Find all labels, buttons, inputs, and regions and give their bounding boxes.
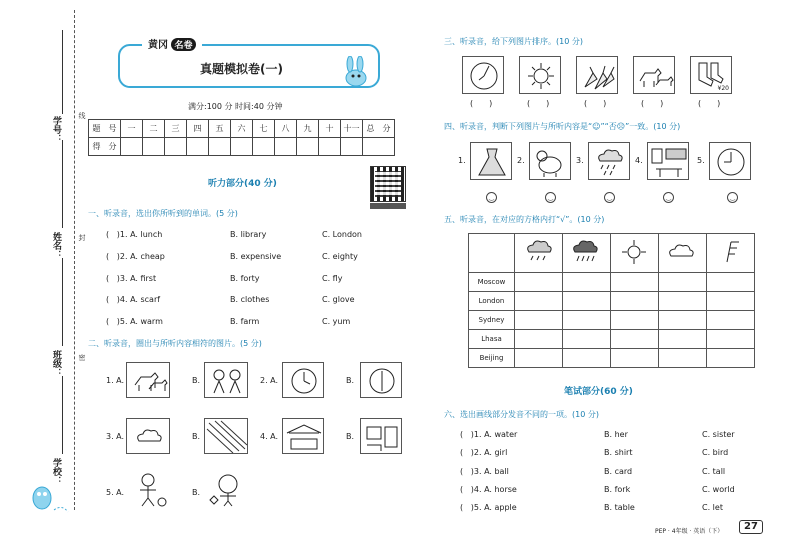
tick-cell[interactable] (563, 311, 611, 330)
q4-num: 5. (697, 156, 705, 165)
q4-num: 3. (576, 156, 584, 165)
weather-header-cell (563, 234, 611, 273)
tick-cell[interactable] (515, 349, 563, 368)
weather-row (469, 349, 755, 368)
q2-5b-boy-kite-picture[interactable] (204, 472, 248, 508)
q6-item-5-c[interactable]: C. let (702, 503, 723, 512)
q1-item-5: ( )5. A. warm (106, 317, 163, 326)
q6-item-3-b[interactable]: B. card (604, 467, 633, 476)
tick-cell[interactable] (611, 273, 659, 292)
q2-label: 2. A. (260, 376, 279, 385)
q6-item-3-c[interactable]: C. tall (702, 467, 726, 476)
name-label: 姓名： (51, 232, 61, 259)
q1-item-2-c[interactable]: C. eighty (322, 252, 358, 261)
q2-4b-classroom-picture[interactable] (360, 418, 402, 454)
score-cell: 总 分 (363, 120, 395, 138)
q6-item-2: ( )2. A. girl (460, 448, 508, 457)
q6-item-4-c[interactable]: C. world (702, 485, 735, 494)
score-cell: 一 (121, 120, 143, 138)
q3-title: 三、听录音，给下列图片排序。(10 分) (444, 37, 583, 46)
q2-label: B. (192, 432, 201, 441)
score-input-cell[interactable] (341, 138, 363, 156)
rabbit-mascot-icon (338, 56, 374, 88)
weather-header-cell (611, 234, 659, 273)
score-table-header-row (89, 120, 395, 138)
q2-label: B. (192, 376, 201, 385)
city-label: Moscow (469, 273, 515, 292)
score-input-cell[interactable] (231, 138, 253, 156)
q6-item-1-c[interactable]: C. sister (702, 430, 735, 439)
weather-header-cell (515, 234, 563, 273)
score-input-cell[interactable] (143, 138, 165, 156)
score-cell: 四 (187, 120, 209, 138)
tick-cell[interactable] (707, 292, 755, 311)
city-label: Beijing (469, 349, 515, 368)
score-time-info: 满分:100 分 时间:40 分钟 (188, 102, 283, 111)
q3-sun-picture (519, 56, 561, 94)
brand-logo: 黄冈 名卷 (142, 36, 202, 52)
q4-face-icon[interactable]: ‿ (486, 192, 497, 203)
q3-price-tag: ¥20 (717, 85, 729, 92)
score-cell: 二 (143, 120, 165, 138)
weather-header-cell (707, 234, 755, 273)
q2-label: 4. A. (260, 432, 279, 441)
class-line (62, 258, 63, 346)
tick-cell[interactable] (707, 311, 755, 330)
city-label: Sydney (469, 311, 515, 330)
q4-num: 1. (458, 156, 466, 165)
q3-answer-paren-5[interactable]: ( ) (698, 99, 721, 108)
q2-1b-children-picture[interactable] (204, 362, 248, 398)
q1-title: 一、听录音，选出你所听到的单词。(5 分) (88, 209, 238, 218)
tick-cell[interactable] (659, 349, 707, 368)
tick-cell[interactable] (659, 330, 707, 349)
q6-item-2-c[interactable]: C. bird (702, 448, 729, 457)
student-number-label: 学号： (51, 116, 61, 143)
tick-cell[interactable] (563, 273, 611, 292)
weather-icon-row (469, 234, 755, 273)
score-input-cell[interactable] (121, 138, 143, 156)
score-cell: 七 (253, 120, 275, 138)
listening-heading: 听力部分(40 分) (208, 179, 277, 189)
q4-face-icon[interactable]: ‿ (545, 192, 556, 203)
q1-item-2-b[interactable]: B. expensive (230, 252, 282, 261)
q6-item-5-b[interactable]: B. table (604, 503, 635, 512)
q1-item-5-c[interactable]: C. yum (322, 317, 351, 326)
q6-title: 六、选出画线部分发音不同的一项。(10 分) (444, 410, 599, 419)
city-label: London (469, 292, 515, 311)
weather-row (469, 292, 755, 311)
tick-cell[interactable] (659, 292, 707, 311)
weather-row (469, 273, 755, 292)
score-input-cell[interactable] (187, 138, 209, 156)
score-input-cell[interactable] (209, 138, 231, 156)
q3-answer-paren-4[interactable]: ( ) (641, 99, 664, 108)
q4-dog-picture (529, 142, 571, 180)
q4-face-icon[interactable]: ‿ (727, 192, 738, 203)
q6-item-5: ( )5. A. apple (460, 503, 517, 512)
score-input-cell[interactable] (297, 138, 319, 156)
side-mark-feng: 封 (78, 234, 86, 241)
cloudy-rain-icon (515, 234, 562, 270)
q3-clock-picture (462, 56, 504, 94)
q3-goats-picture (633, 56, 675, 94)
tick-cell[interactable] (611, 311, 659, 330)
score-input-cell[interactable] (275, 138, 297, 156)
q4-num: 4. (635, 156, 643, 165)
q3-answer-paren-2[interactable]: ( ) (527, 99, 550, 108)
score-input-cell[interactable] (165, 138, 187, 156)
writing-heading: 笔试部分(60 分) (564, 387, 633, 397)
q2-4a-room-picture[interactable] (282, 418, 324, 454)
tick-cell[interactable] (563, 349, 611, 368)
q4-face-icon[interactable]: ‿ (604, 192, 615, 203)
weather-row (469, 330, 755, 349)
score-input-cell[interactable] (319, 138, 341, 156)
q1-item-4: ( )4. A. scarf (106, 295, 161, 304)
q2-title: 二、听录音，圈出与所听内容相符的图片。(5 分) (88, 339, 262, 348)
q2-label: 1. A. (106, 376, 125, 385)
q5-title: 五、听录音，在对应的方格内打“√”。(10 分) (444, 215, 605, 224)
score-cell: 六 (231, 120, 253, 138)
score-table (88, 119, 395, 156)
q2-3a-cloud-picture[interactable] (126, 418, 170, 454)
q2-label: 5. A. (106, 488, 125, 497)
q1-item-1: ( )1. A. lunch (106, 230, 163, 239)
q2-3b-rain-picture[interactable] (204, 418, 248, 454)
q6-item-4-b[interactable]: B. fork (604, 485, 631, 494)
tick-cell[interactable] (611, 292, 659, 311)
tick-cell[interactable] (707, 349, 755, 368)
score-cell: 八 (275, 120, 297, 138)
page-title: 真题模拟卷(一) (200, 62, 283, 76)
weather-grid (468, 233, 755, 368)
q4-title: 四、听录音，判断下列图片与所听内容是“☺”“否☹”一致。(10 分) (444, 122, 681, 131)
student-number-line (62, 30, 63, 114)
q3-answer-paren-1[interactable]: ( ) (470, 99, 493, 108)
tick-cell[interactable] (707, 330, 755, 349)
tick-cell[interactable] (563, 330, 611, 349)
weather-row (469, 311, 755, 330)
tick-cell[interactable] (563, 292, 611, 311)
q4-num: 2. (517, 156, 525, 165)
side-mark-mi: 密 (78, 354, 86, 361)
tick-cell[interactable] (611, 349, 659, 368)
q6-item-4: ( )4. A. horse (460, 485, 517, 494)
windy-icon (707, 234, 754, 270)
sunny-icon (611, 234, 658, 270)
score-input-cell[interactable] (253, 138, 275, 156)
score-table-score-row (89, 138, 395, 156)
q2-2a-clock-picture[interactable] (282, 362, 324, 398)
q4-face-icon[interactable]: ‿ (663, 192, 674, 203)
q1-item-1-c[interactable]: C. London (322, 230, 362, 239)
qr-caption (370, 203, 406, 209)
page-number: 27 (739, 520, 763, 534)
qr-code[interactable] (370, 166, 406, 202)
q6-item-1-b[interactable]: B. her (604, 430, 628, 439)
score-cell: 五 (209, 120, 231, 138)
score-row-label: 得 分 (89, 138, 121, 156)
q2-label: B. (346, 432, 355, 441)
q2-label: 3. A. (106, 432, 125, 441)
weather-corner-cell (469, 234, 515, 273)
q1-item-2: ( )2. A. cheap (106, 252, 165, 261)
q2-5a-boy-football-picture[interactable] (126, 472, 170, 508)
name-line (62, 140, 63, 228)
score-cell: 十一 (341, 120, 363, 138)
cloudy-icon (659, 234, 706, 270)
footer-text: PEP · 4年级 · 英语（下） (655, 528, 724, 535)
q1-item-3: ( )3. A. first (106, 274, 157, 283)
q2-2b-clock-picture[interactable] (360, 362, 402, 398)
tick-cell[interactable] (515, 273, 563, 292)
weather-header-cell (659, 234, 707, 273)
q3-socks-picture (690, 56, 732, 94)
mascot-icon (28, 480, 72, 520)
q1-item-5-b[interactable]: B. farm (230, 317, 260, 326)
score-cell: 九 (297, 120, 319, 138)
tick-cell[interactable] (659, 273, 707, 292)
q1-item-3-b[interactable]: B. forty (230, 274, 260, 283)
tick-cell[interactable] (515, 330, 563, 349)
tick-cell[interactable] (707, 273, 755, 292)
side-mark-xian: 线 (78, 112, 86, 119)
q2-label: B. (346, 376, 355, 385)
q4-dress-picture (470, 142, 512, 180)
q2-label: B. (192, 488, 201, 497)
tick-cell[interactable] (515, 311, 563, 330)
tick-cell[interactable] (515, 292, 563, 311)
school-line (62, 376, 63, 454)
score-cell: 十 (319, 120, 341, 138)
q6-item-1: ( )1. A. water (460, 430, 518, 439)
class-label: 班级： (51, 350, 61, 377)
q1-item-1-b[interactable]: B. library (230, 230, 267, 239)
q2-1a-horses-picture[interactable] (126, 362, 170, 398)
q4-clock-picture (709, 142, 751, 180)
q1-item-4-c[interactable]: C. glove (322, 295, 355, 304)
tick-cell[interactable] (659, 311, 707, 330)
score-input-cell[interactable] (363, 138, 395, 156)
school-label: 学校： (51, 458, 61, 485)
q1-item-4-b[interactable]: B. clothes (230, 295, 270, 304)
q4-classroom-picture (647, 142, 689, 180)
q6-item-3: ( )3. A. ball (460, 467, 509, 476)
q4-rain-cloud-picture (588, 142, 630, 180)
q3-carrots-picture (576, 56, 618, 94)
heavy-rain-icon (563, 234, 610, 270)
q6-item-2-b[interactable]: B. shirt (604, 448, 633, 457)
q3-answer-paren-3[interactable]: ( ) (584, 99, 607, 108)
q1-item-3-c[interactable]: C. fly (322, 274, 343, 283)
score-cell: 题 号 (89, 120, 121, 138)
city-label: Lhasa (469, 330, 515, 349)
tick-cell[interactable] (611, 330, 659, 349)
score-cell: 三 (165, 120, 187, 138)
binding-dashed-line (74, 10, 75, 510)
